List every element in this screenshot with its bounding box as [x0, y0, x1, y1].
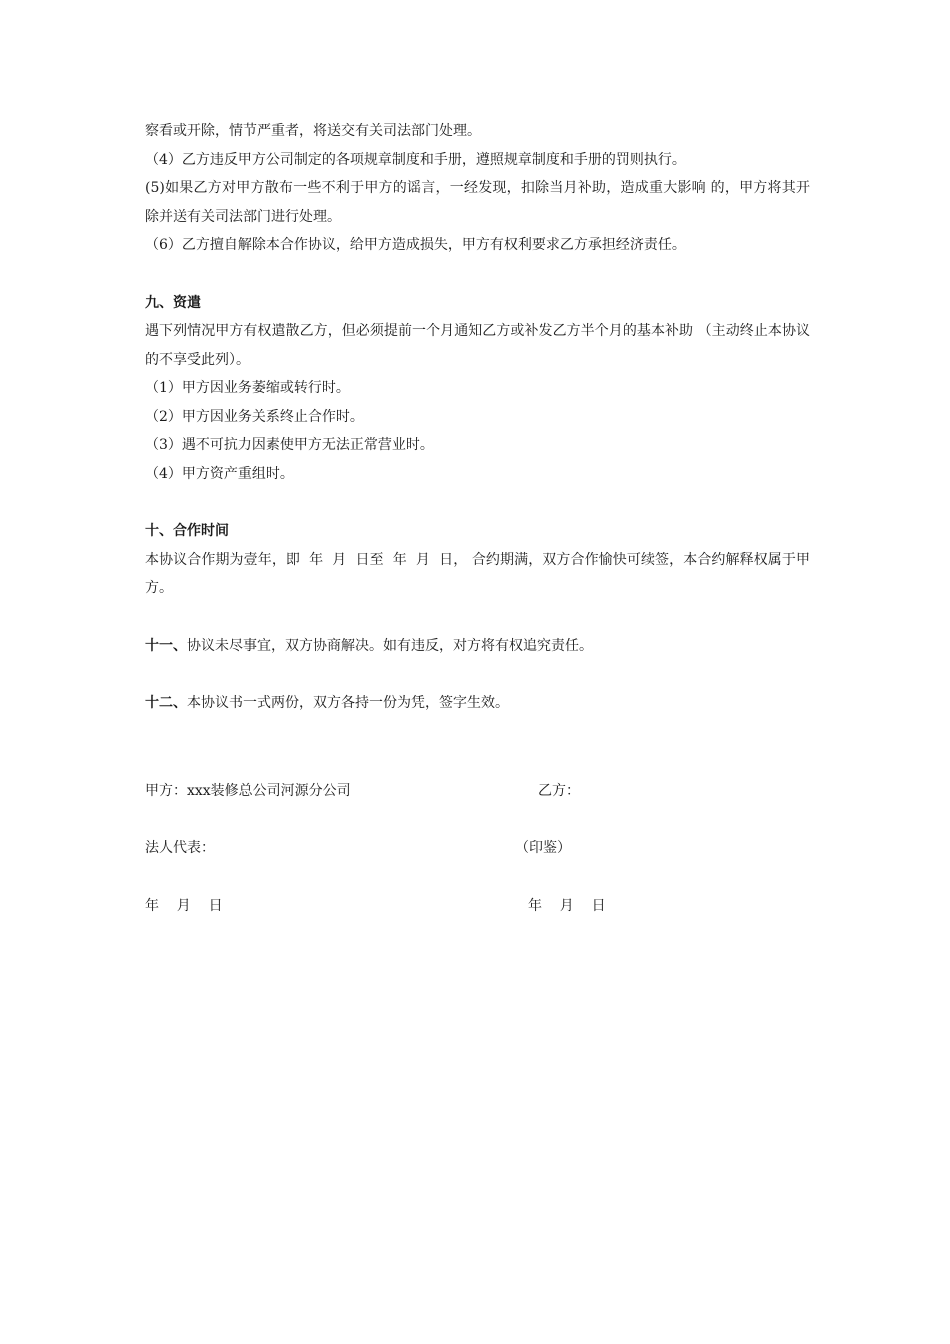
section-10-heading: 十、合作时间 — [145, 523, 229, 539]
clause-item-6: （6）乙方擅自解除本合作协议，给甲方造成损失，甲方有权利要求乙方承担经济责任。 — [145, 237, 686, 253]
section-12 — [145, 689, 810, 718]
section-9-item-1: （1）甲方因业务萎缩或转行时。 — [145, 380, 350, 396]
spacer — [145, 488, 810, 517]
section-9-intro: 遇下列情况甲方有权遣散乙方，但必须提前一个月通知乙方或补发乙方半个月的基本补助 （主动终止本协议的不享受此列）。 — [145, 323, 810, 368]
document-body — [145, 117, 810, 718]
signature-rep-block — [145, 838, 810, 858]
date-left: 年 月 日 — [145, 898, 223, 914]
section-11-lead: 十一、 — [145, 637, 187, 654]
section-9-item-3: （3）遇不可抗力因素使甲方无法正常营业时。 — [145, 437, 434, 453]
signature-rep-row — [145, 838, 810, 858]
signature-party-row — [145, 781, 810, 801]
section-12-lead: 十二、 — [145, 695, 187, 711]
party-a-label: 甲方：xxx装修总公司河源分公司 — [145, 783, 351, 799]
section-10-body: 本协议合作期为壹年，即 年 月 日至 年 月 日， 合约期满，双方合作愉快可续签，本合约解释权属于甲方。 — [145, 551, 810, 596]
clause-item-4: （4）乙方违反甲方公司制定的各项规章制度和手册，遵照规章制度和手册的罚则执行。 — [145, 151, 686, 168]
spacer — [145, 260, 810, 289]
section-11-body: 协议未尽事宜，双方协商解决。如有违反，对方将有权追究责任。 — [187, 637, 593, 654]
spacer — [145, 603, 810, 632]
section-9-heading: 九、资遣 — [145, 294, 201, 311]
seal-label: （印鉴） — [515, 840, 571, 856]
signature-block — [145, 781, 810, 801]
spacer — [145, 660, 810, 689]
paragraph-continuation: 察看或开除，情节严重者，将送交有关司法部门处理。 — [145, 123, 481, 139]
party-b-label: 乙方： — [538, 783, 580, 799]
section-12-body: 本协议书一式两份，双方各持一份为凭，签字生效。 — [187, 695, 509, 711]
clause-item-5: (5)如果乙方对甲方散布一些不利于甲方的谣言，一经发现，扣除当月补助，造成重大影响 的，甲方将其开除并送有关司法部门进行处理。 — [145, 180, 810, 225]
section-9-item-2: （2）甲方因业务关系终止合作时。 — [145, 408, 364, 425]
signature-date-row — [145, 896, 810, 916]
date-right: 年 月 日 — [528, 898, 606, 914]
signature-date-block — [145, 896, 810, 916]
section-11 — [145, 632, 810, 661]
legal-rep-label: 法人代表： — [145, 840, 215, 856]
section-9-item-4: （4）甲方资产重组时。 — [145, 465, 294, 482]
